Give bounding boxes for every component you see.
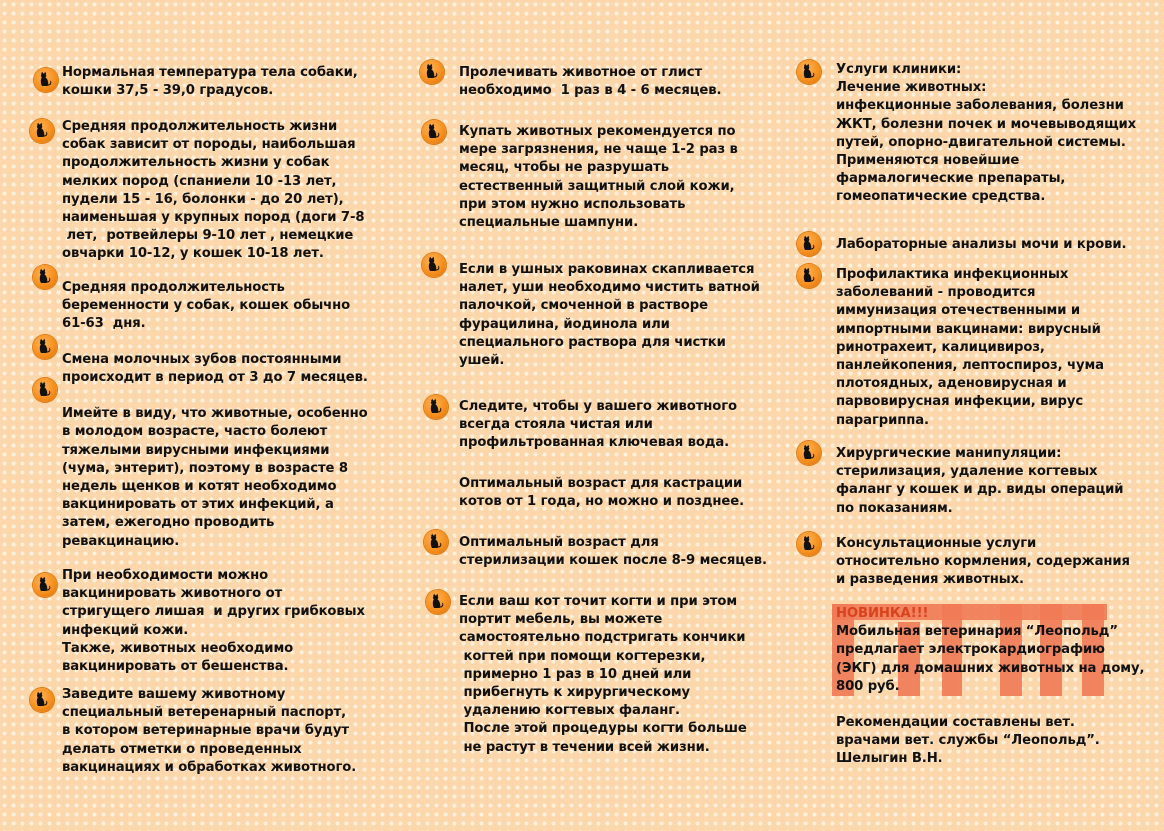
tip-text: Заведите вашему животному специальный ветеренарный паспорт, в котором ветеринарные врачи будут делать отметки о проведенных вакцинациях и обработках животного. (62, 687, 357, 775)
tip-passport (62, 686, 356, 777)
tip-text: Средняя продолжительность беременности у собак, кошек обычно 61-63 дня. (62, 280, 351, 332)
cat-icon (420, 60, 444, 84)
service-text: Профилактика инфекционных заболеваний - проводится иммунизация отечественными и импортными вакцинами: вирусный ринотрахеит, калицивироз, панлейкопения, лептоспироз, чума плотоядных, аденовирусная и парвовирусная инфекции, вирус парагриппа. (836, 267, 1104, 428)
cat-icon (34, 68, 58, 92)
cat-icon (33, 335, 57, 359)
footer-credits (836, 714, 1100, 769)
tip-vaccination (62, 387, 368, 551)
promo-text: Мобильная ветеринария “Леопольд” предлагает электрокардиографию (ЭКГ) для домашних животных на дому, 800 руб. (836, 624, 1145, 694)
tip-lifespan (62, 118, 364, 264)
cat-icon (424, 395, 448, 419)
cat-icon (797, 60, 821, 84)
cat-icon (33, 378, 57, 402)
tip-text: Имейте в виду, что животные, особенно в молодом возрасте, часто болеют тяжелыми вирусными инфекциями (чума, энтерит), поэтому в возрасте 8 недель щенков и котят необходимо вакцинировать от этих инфекций, а затем, ежегодно проводить ревакцинацию. (62, 406, 368, 549)
cat-icon (797, 232, 821, 256)
tip-text: Следите, чтобы у вашего животного всегда стояла чистая или профильтрованная ключевая вода. (459, 399, 737, 451)
tip-text: Если в ушных раковинах скапливается налет, уши необходимо чистить ватной палочкой, смоченной в растворе фурацилина, йодинола или специального раствора для чистки ушей. (459, 262, 760, 369)
cat-icon (33, 573, 57, 597)
cat-icon (422, 253, 446, 277)
service-consulting (836, 535, 1130, 590)
cat-icon (424, 530, 448, 554)
tip-text: Купать животных рекомендуется по мере загрязнения, не чаще 1-2 раз в месяц, чтобы не разрушать естественный защитный слой кожи, при этом нужно использовать специальные шампуни. (459, 124, 738, 231)
tip-text: Смена молочных зубов постоянными происходит в период от 3 до 7 месяцев. (62, 352, 368, 386)
service-lab (836, 236, 1126, 254)
tip-text: При необходимости можно вакцинировать животного от стригущего лишая и других грибковых инфекций кожи. Также, животных необходимо вакцинировать от бешенства. (62, 568, 365, 675)
tip-teeth (62, 351, 368, 387)
service-surgery (836, 445, 1123, 518)
tip-text: Если ваш кот точит когти и при этом портит мебель, вы можете самостоятельно подстригать кончики когтей при помощи когтерезки, примерно 1 раз в 10 дней или прибегнуть к хирургическому удалению когтевых фаланг. После этой процедуры когти больше не растут в течении всей жизни. (459, 594, 747, 755)
cat-icon (797, 441, 821, 465)
cat-icon (422, 120, 446, 144)
tip-sterilization (459, 534, 767, 570)
cat-icon (30, 119, 54, 143)
tip-claws (459, 593, 747, 757)
tip-temperature (62, 64, 358, 100)
service-text: Консультационные услуги относительно кормления, содержания и разведения животных. (836, 536, 1130, 588)
service-text: Хирургические манипуляции: стерилизация, удаление когтевых фаланг у кошек и др. виды операций по показаниям. (836, 446, 1124, 516)
cat-icon (30, 688, 54, 712)
service-treatment (836, 61, 1136, 207)
tip-water (459, 398, 737, 453)
cat-icon (797, 532, 821, 556)
tip-deworming (459, 64, 721, 100)
tip-fungal-rabies (62, 567, 365, 676)
service-text: Услуги клиники: Лечение животных: инфекционные заболевания, болезни ЖКТ, болезни почек и мочевыводящих путей, опорно-двигательной системы. Применяются новейшие фармалогические препараты, гомеопатические средства. (836, 62, 1137, 205)
tip-castration (459, 475, 744, 511)
tip-pregnancy (62, 279, 350, 334)
tip-text: Пролечивать животное от глист необходимо 1 раз в 4 - 6 месяцев. (459, 65, 722, 99)
tip-text: Нормальная температура тела собаки, кошки 37,5 - 39,0 градусов. (62, 65, 358, 99)
tip-text: Средняя продолжительность жизни собак зависит от породы, наибольшая продолжительность жизни у собак мелких пород (спаниели 10 -13 лет, пудели 15 - 16, болонки - до 20 лет), наименьшая у крупных пород (доги 7-8 лет, ротвейлеры 9-10 лет , немецкие овчарки 10-12, у кошек 10-18 лет. (62, 119, 365, 262)
promo-block (836, 605, 1144, 696)
footer-text: Рекомендации составлены вет. врачами вет. службы “Леопольд”. Шелыгин В.Н. (836, 715, 1100, 767)
service-text: Лабораторные анализы мочи и крови. (836, 237, 1127, 252)
cat-icon (426, 590, 450, 614)
cat-icon (797, 264, 821, 288)
service-vaccination (836, 266, 1104, 430)
tip-bathing (459, 123, 738, 232)
tip-ears (459, 261, 760, 370)
cat-icon (33, 265, 57, 289)
promo-title: НОВИНКА!!! (836, 606, 929, 621)
tip-text: Оптимальный возраст для стерилизации кошек после 8-9 месяцев. (459, 535, 767, 569)
tip-text: Оптимальный возраст для кастрации котов от 1 года, но можно и позднее. (459, 476, 745, 510)
